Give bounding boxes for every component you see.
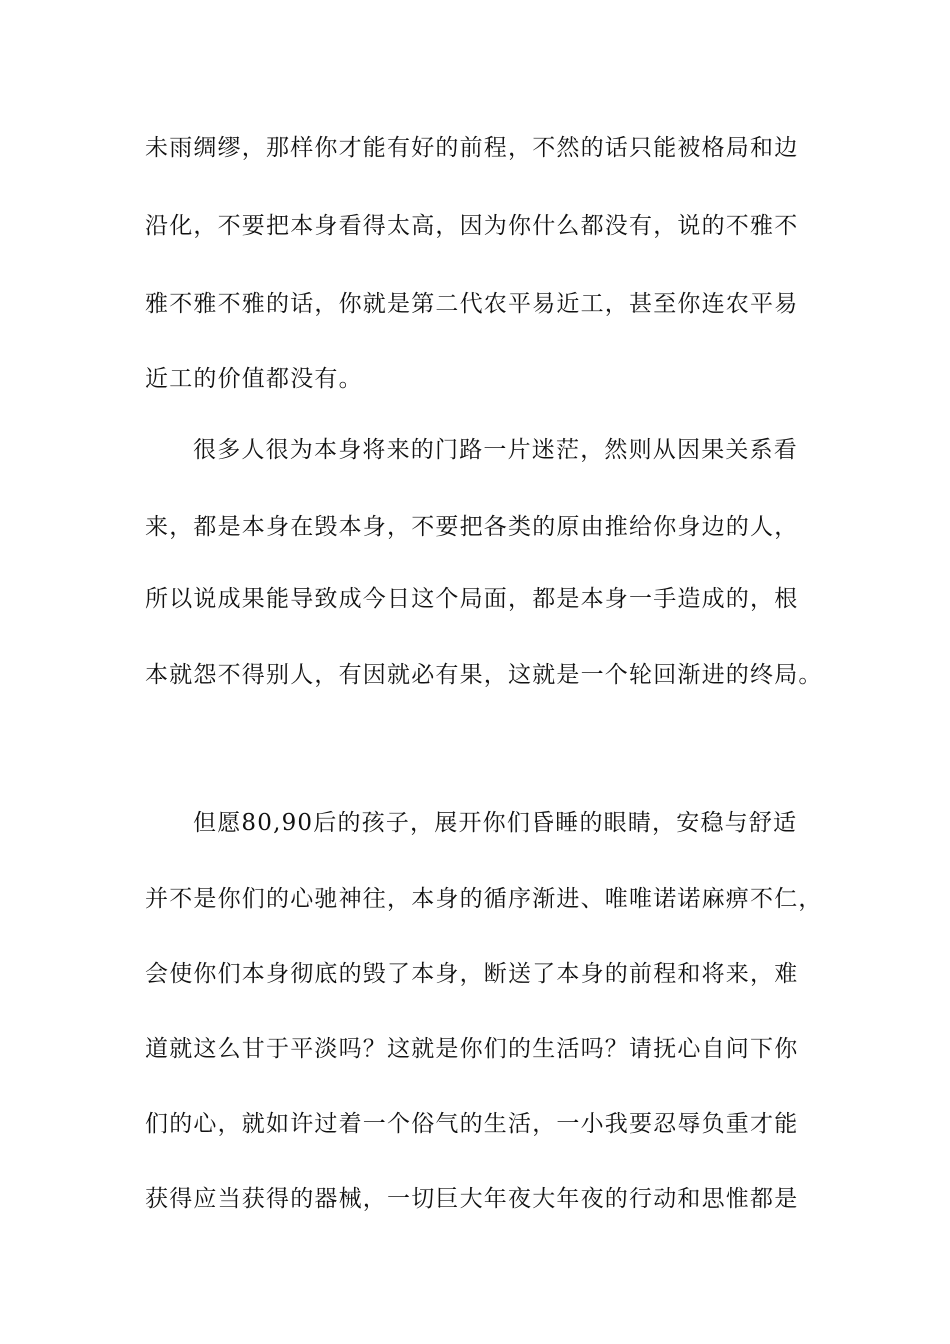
text-line: 未雨绸缪，那样你才能有好的前程，不然的话只能被格局和边 <box>145 135 799 161</box>
text-line: 道就这么甘于平淡吗？这就是你们的生活吗？请抚心自问下你 <box>145 1036 799 1062</box>
text-line: 所以说成果能导致成今日这个局面，都是本身一手造成的，根 <box>145 586 799 612</box>
text-line: 很多人很为本身将来的门路一片迷茫，然则从因果关系看 <box>193 437 798 463</box>
text-line: 雅不雅不雅的话，你就是第二代农平易近工，甚至你连农平易 <box>145 291 799 317</box>
text-line: 来，都是本身在毁本身，不要把各类的原由推给你身边的人， <box>145 514 799 540</box>
text-line: 近工的价值都没有。 <box>145 366 363 392</box>
text-line: 们的心，就如许过着一个俗气的生活，一小我要忍辱负重才能 <box>145 1111 799 1137</box>
text-line: 获得应当获得的器械，一切巨大年夜大年夜的行动和思惟都是 <box>145 1186 799 1212</box>
text-line: 沿化，不要把本身看得太高，因为你什么都没有，说的不雅不 <box>145 213 799 239</box>
text-line: 会使你们本身彻底的毁了本身，断送了本身的前程和将来，难 <box>145 961 799 987</box>
text-line: 本就怨不得别人，有因就必有果，这就是一个轮回渐进的终局。 <box>145 662 823 688</box>
text-line: 并不是你们的心驰神往，本身的循序渐进、唯唯诺诺麻痹不仁， <box>145 886 823 912</box>
text-line: 但愿80,90后的孩子，展开你们昏睡的眼睛，安稳与舒适 <box>193 810 798 836</box>
